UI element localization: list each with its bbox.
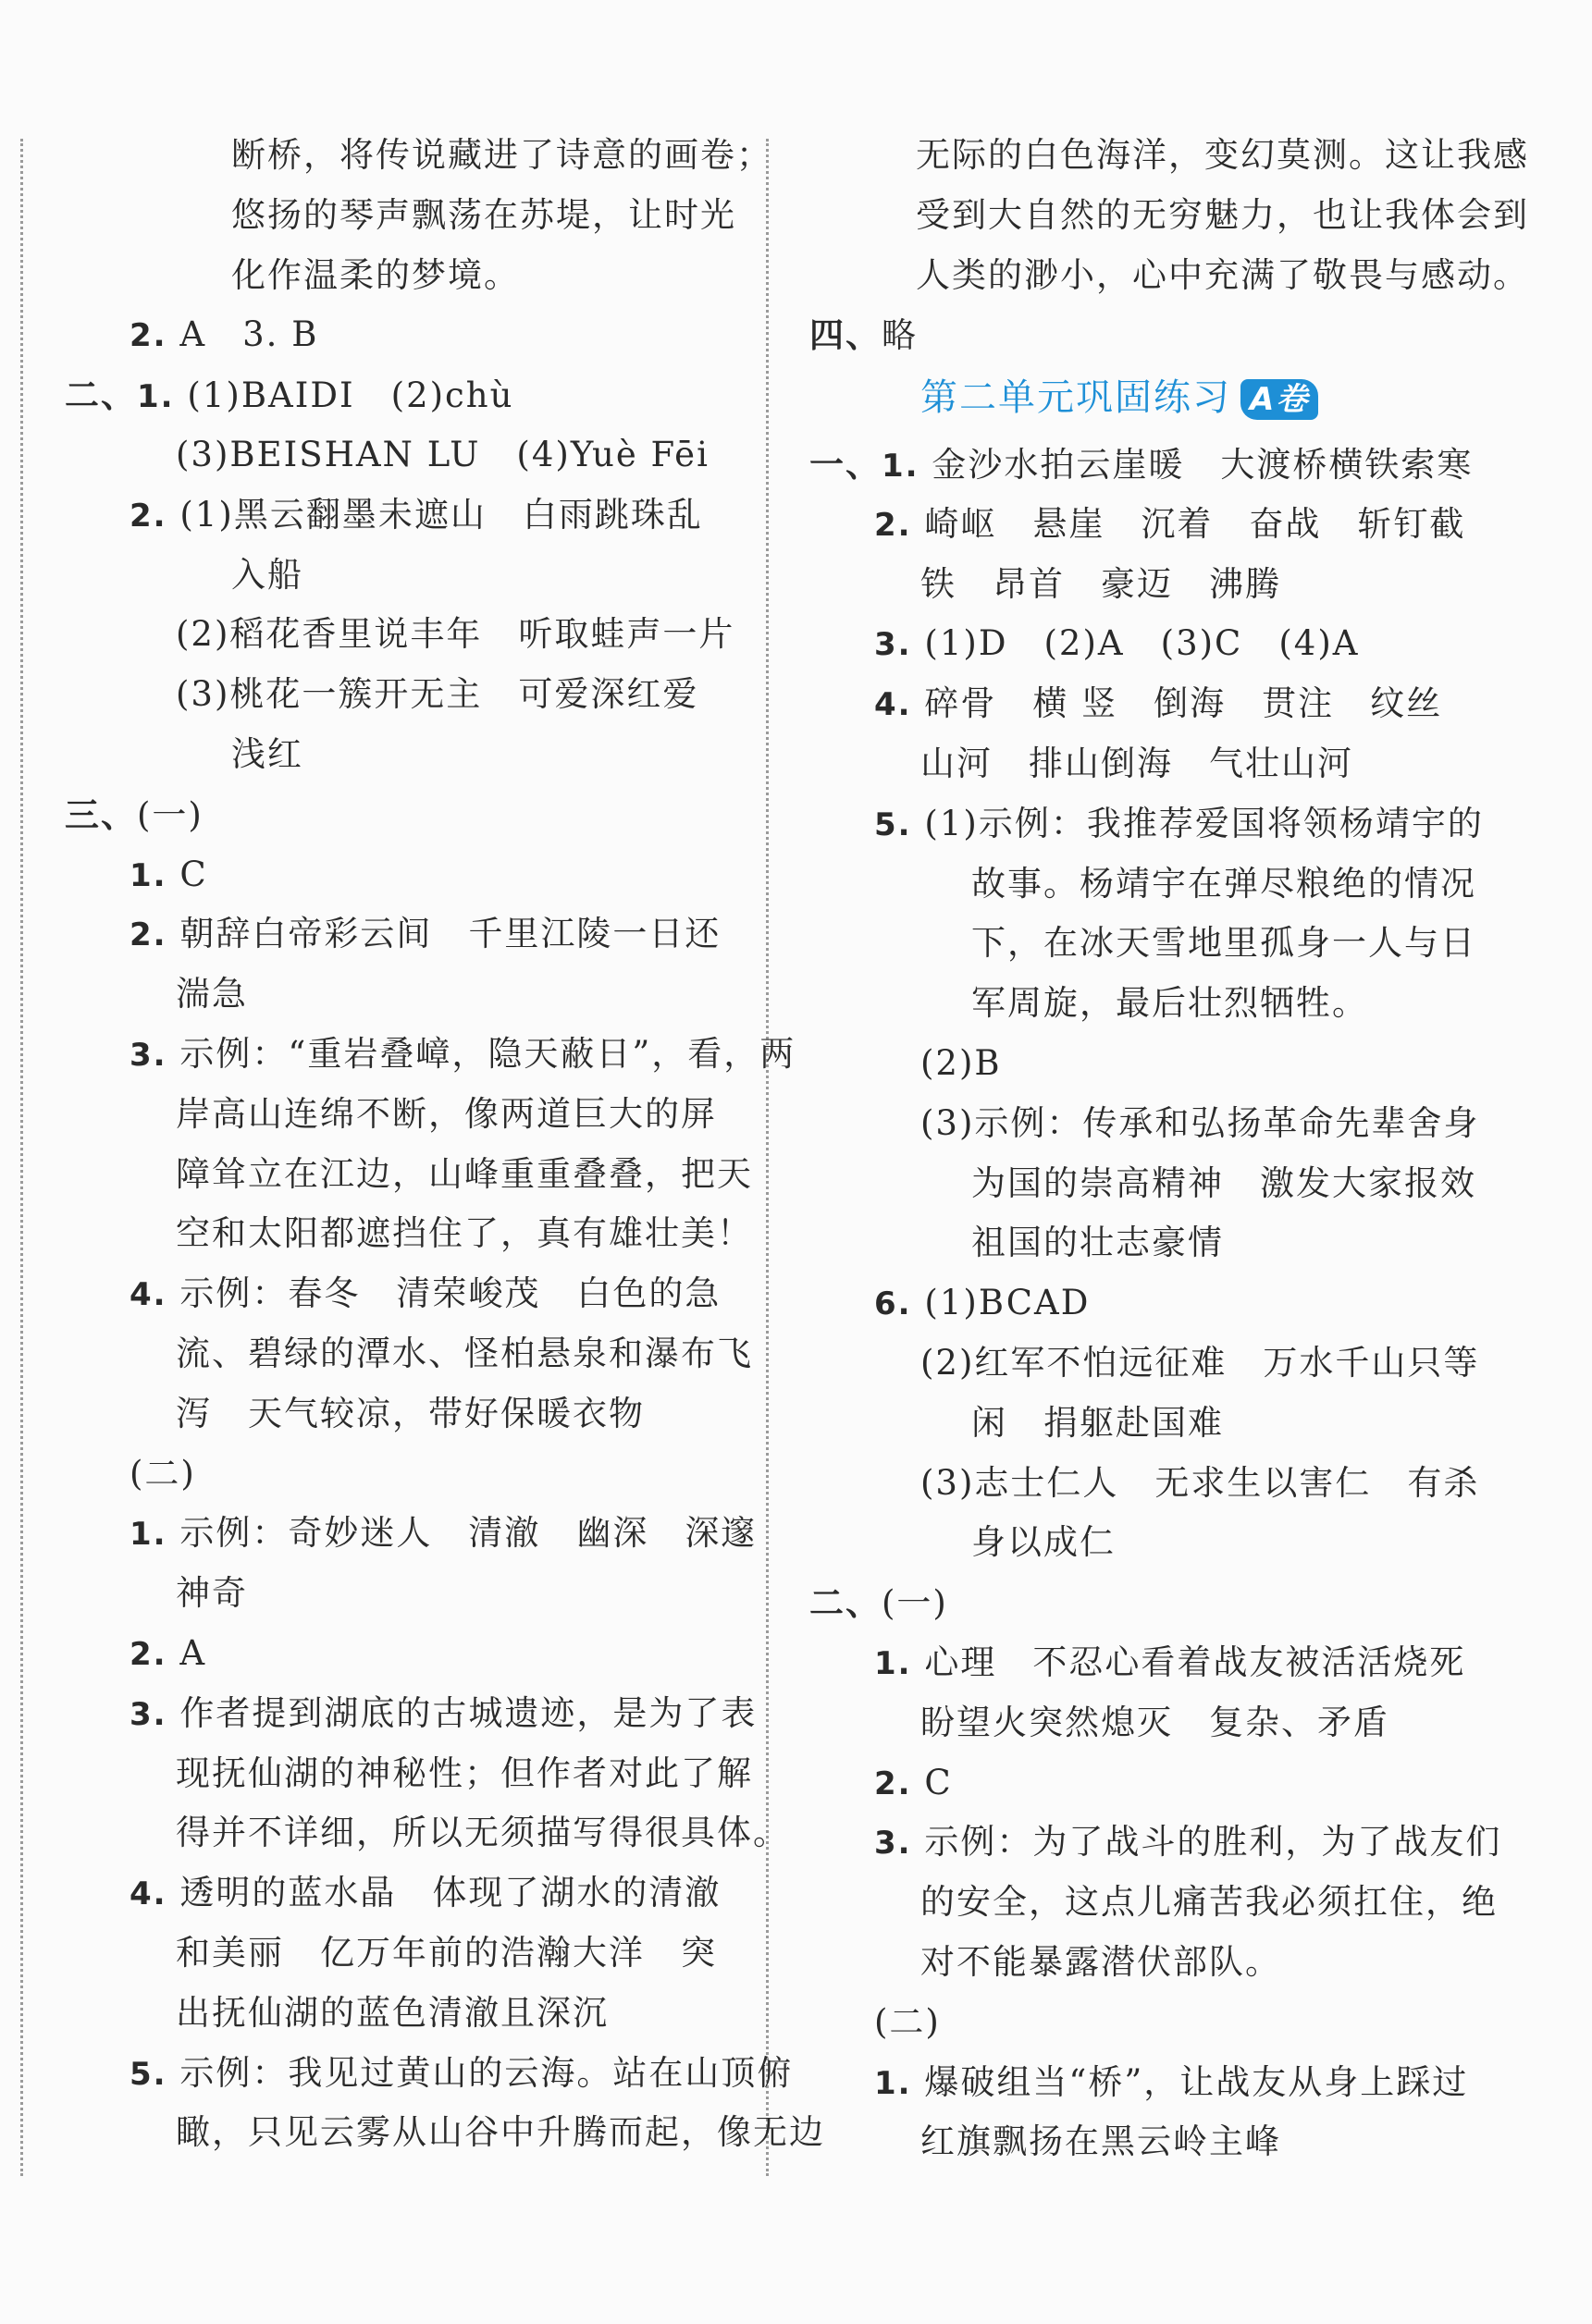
answer-line [971, 862, 1476, 906]
answer-line [176, 1811, 789, 1855]
answer-line [176, 433, 710, 477]
answer-text: 祖国的壮志豪情 [971, 1223, 1224, 1263]
answer-text: 神奇 [176, 1573, 248, 1614]
answer-text: 红旗飘扬在黑云岭主峰 [920, 2121, 1281, 2162]
answer-line [920, 1341, 1479, 1385]
answer-text: (1)示例：我推荐爱国将领杨靖宇的 [924, 803, 1484, 843]
question-number: 5. [130, 2055, 180, 2093]
answer-text: 盼望火突然熄灭 复杂、矛盾 [920, 1702, 1389, 1742]
column-divider-dotted-line [766, 139, 769, 2176]
answer-line [916, 253, 1529, 298]
answer-text: C [179, 854, 208, 894]
answer-text: 受到大自然的无穷魅力，也让我体会到 [916, 194, 1529, 235]
question-number: 3. [130, 1037, 180, 1074]
question-number: 4. [874, 686, 925, 724]
answer-line [130, 912, 721, 956]
answer-line [130, 493, 703, 537]
answer-line [176, 1991, 609, 2035]
question-number: 1. [137, 378, 188, 416]
answer-line [176, 1152, 753, 1197]
answer-text: 为国的崇高精神 激发大家报效 [971, 1162, 1476, 1203]
answer-text: (1)BAIDI (2)chù [187, 375, 514, 416]
answer-line [130, 1511, 757, 1555]
answer-text: (3)BEISHAN LU (4)Yuè Fēi [176, 435, 710, 474]
answer-line [65, 793, 204, 837]
answer-text: (二) [874, 2001, 941, 2042]
answer-text: (1)黑云翻墨未遮山 白雨跳珠乱 [179, 494, 703, 535]
answer-text: 瞰，只见云雾从山谷中升腾而起，像无边 [176, 2112, 825, 2153]
answer-text: (1)BCAD [924, 1283, 1091, 1323]
answer-text: 示例：“重岩叠嶂，隐天蔽日”，看，两 [179, 1034, 796, 1074]
answer-text: 障耸立在江边，山峰重重叠叠，把天 [176, 1153, 753, 1194]
answer-line [916, 193, 1529, 238]
answer-text: A 3. B [179, 314, 319, 355]
unit-heading [920, 374, 1318, 422]
answer-line [130, 1272, 721, 1316]
question-number: 1. [130, 1516, 180, 1554]
answer-line [809, 1580, 948, 1625]
answer-text: A [179, 1633, 207, 1673]
section-number: 三、 [65, 793, 137, 835]
question-number: 2. [130, 497, 180, 535]
question-number: 1. [874, 2064, 925, 2102]
answer-line [920, 1940, 1281, 1985]
answer-line [920, 562, 1281, 607]
question-number: 2. [130, 916, 180, 954]
answer-line [176, 1092, 717, 1137]
answer-line [920, 1461, 1479, 1506]
question-number: 1. [874, 1645, 925, 1682]
answer-line [130, 1631, 206, 1676]
answer-line [874, 802, 1484, 846]
answer-text: (一) [137, 794, 204, 835]
answer-text: 示例：为了战斗的胜利，为了战友们 [924, 1822, 1502, 1863]
answer-text: 朝辞白帝彩云间 千里江陵一日还 [179, 914, 722, 954]
left-margin-dotted-line [20, 139, 23, 2176]
answer-line [920, 742, 1353, 786]
answer-text: (2)红军不怕远征难 万水千山只等 [920, 1343, 1480, 1383]
question-number: 6. [874, 1285, 925, 1323]
answer-text: 湍急 [176, 974, 248, 1014]
answer-line [231, 193, 736, 238]
answer-text: 浅红 [231, 734, 303, 774]
answer-text: 身以成仁 [971, 1522, 1116, 1563]
answer-line [231, 133, 772, 178]
answer-line [130, 2051, 793, 2096]
answer-text: 现抚仙湖的神秘性；但作者对此了解 [176, 1752, 753, 1793]
answer-line [231, 732, 303, 777]
answer-line [971, 981, 1368, 1026]
question-number: 1. [882, 448, 932, 485]
answer-line [130, 1871, 721, 1915]
section-number: 四、 [809, 314, 882, 356]
answer-line [971, 1520, 1116, 1565]
answer-text: (2)B [920, 1043, 1002, 1083]
answer-line [130, 313, 318, 357]
answer-text: 化作温柔的梦境。 [231, 254, 520, 295]
answer-line [874, 502, 1465, 547]
answer-text: 军周旋，最后壮烈牺牲。 [971, 983, 1368, 1024]
answer-text: (二) [130, 1453, 196, 1494]
answer-line [874, 1641, 1465, 1685]
answer-line [809, 313, 918, 357]
answer-line [809, 442, 1473, 486]
section-number: 一、 [809, 444, 882, 485]
answer-line [971, 1162, 1476, 1206]
answer-text: 闲 捐躯赴国难 [971, 1402, 1224, 1443]
answer-line [176, 612, 734, 657]
answer-text: 岸高山连绵不断，像两道巨大的屏 [176, 1093, 717, 1134]
answer-text: 空和太阳都遮挡住了，真有雄壮美！ [176, 1213, 753, 1254]
answer-text: 人类的渺小，心中充满了敬畏与感动。 [916, 254, 1529, 295]
answer-text: (一) [882, 1583, 948, 1624]
answer-line [971, 1221, 1224, 1265]
section-number: 二、 [809, 1582, 882, 1624]
answer-line [874, 1281, 1090, 1325]
answer-text: 下，在冰天雪地里孤身一人与日 [971, 923, 1476, 964]
answer-line [971, 921, 1476, 965]
answer-line [176, 1332, 753, 1376]
answer-text: 爆破组当“桥”，让战友从身上踩过 [924, 2061, 1469, 2102]
answer-text: 故事。杨靖宇在弹尽粮绝的情况 [971, 863, 1476, 904]
answer-line [176, 1752, 753, 1796]
answer-text: 和美丽 亿万年前的浩瀚大洋 突 [176, 1933, 717, 1973]
answer-line [874, 1820, 1501, 1864]
answer-text: (3)示例：传承和弘扬革命先辈舍身 [920, 1102, 1480, 1143]
answer-text: 金沙水拍云崖暖 大渡桥横铁索寒 [932, 445, 1474, 485]
section-number: 二、 [65, 375, 137, 416]
answer-line [920, 2120, 1281, 2164]
question-number: 5. [874, 805, 925, 843]
answer-text: 泻 天气较凉，带好保暖衣物 [176, 1393, 645, 1433]
answer-line [130, 1691, 757, 1736]
question-number: 1. [130, 856, 180, 894]
answer-text: 略 [882, 315, 918, 356]
answer-line [65, 373, 513, 417]
answer-line [874, 2060, 1468, 2105]
answer-line [920, 1701, 1389, 1745]
answer-line [874, 621, 1359, 666]
answer-text: 出抚仙湖的蓝色清澈且深沉 [176, 1992, 609, 2033]
question-number: 2. [874, 1765, 925, 1802]
answer-text: 示例：春冬 清荣峻茂 白色的急 [179, 1273, 722, 1314]
answer-line [874, 682, 1442, 726]
question-number: 3. [874, 1825, 925, 1863]
question-number: 4. [130, 1276, 180, 1314]
answer-text: 的安全，这点儿痛苦我必须扛住，绝 [920, 1882, 1498, 1923]
unit-heading-title: 第二单元巩固练习 [920, 376, 1231, 419]
answer-text: 作者提到湖底的古城遗迹，是为了表 [179, 1692, 758, 1733]
a-paper-badge: A卷 [1240, 379, 1318, 420]
answer-text: 山河 排山倒海 气壮山河 [920, 744, 1353, 783]
answer-text: 对不能暴露潜伏部队。 [920, 1942, 1281, 1982]
answer-line [176, 672, 698, 717]
answer-line [130, 1032, 796, 1076]
answer-text: 透明的蓝水晶 体现了湖水的清澈 [179, 1873, 722, 1913]
question-number: 2. [130, 317, 180, 355]
answer-line [874, 2000, 941, 2045]
answer-line [874, 1761, 953, 1805]
answer-line [176, 972, 248, 1016]
answer-line [176, 1931, 717, 1975]
question-number: 2. [130, 1636, 180, 1673]
question-number: 2. [874, 506, 925, 544]
answer-text: 悠扬的琴声飘荡在苏堤，让时光 [231, 194, 736, 235]
answer-text: (1)D (2)A (3)C (4)A [924, 623, 1360, 664]
answer-text: 示例：我见过黄山的云海。站在山顶俯 [179, 2052, 794, 2093]
answer-text: 崎岖 悬崖 沉着 奋战 斩钉截 [924, 503, 1466, 544]
answer-text: 碎骨 横 竖 倒海 贯注 纹丝 [924, 683, 1443, 724]
question-number: 3. [130, 1695, 180, 1733]
question-number: 3. [874, 626, 925, 664]
answer-line [176, 1211, 753, 1256]
answer-line [176, 1571, 248, 1616]
answer-text: 示例：奇妙迷人 清澈 幽深 深邃 [179, 1513, 758, 1554]
answer-line [130, 853, 208, 897]
answer-line [920, 1880, 1498, 1924]
answer-text: 得并不详细，所以无须描写得很具体。 [176, 1813, 789, 1853]
answer-text: (3)志士仁人 无求生以害仁 有杀 [920, 1462, 1480, 1503]
answer-line [971, 1401, 1224, 1445]
answer-line [231, 253, 520, 298]
answer-text: 心理 不忍心看着战友被活活烧死 [924, 1642, 1466, 1682]
answer-line [231, 553, 303, 597]
answer-text: 无际的白色海洋，变幻莫测。这让我感 [916, 135, 1529, 175]
answer-text: (2)稻花香里说丰年 听取蛙声一片 [176, 614, 735, 655]
answer-line [176, 1392, 645, 1436]
answer-text: 流、碧绿的潭水、怪柏悬泉和瀑布飞 [176, 1334, 753, 1373]
answer-line [916, 133, 1529, 178]
answer-text: 断桥，将传说藏进了诗意的画卷； [231, 135, 772, 175]
answer-line [920, 1041, 1002, 1086]
answer-line [176, 2110, 825, 2155]
question-number: 4. [130, 1875, 180, 1913]
answer-text: C [924, 1762, 953, 1802]
answer-line [130, 1452, 196, 1496]
answer-line [920, 1101, 1479, 1146]
answer-text: 入船 [231, 554, 303, 595]
answer-text: 铁 昂首 豪迈 沸腾 [920, 563, 1281, 604]
answer-text: (3)桃花一簇开无主 可爱深红爱 [176, 674, 699, 715]
